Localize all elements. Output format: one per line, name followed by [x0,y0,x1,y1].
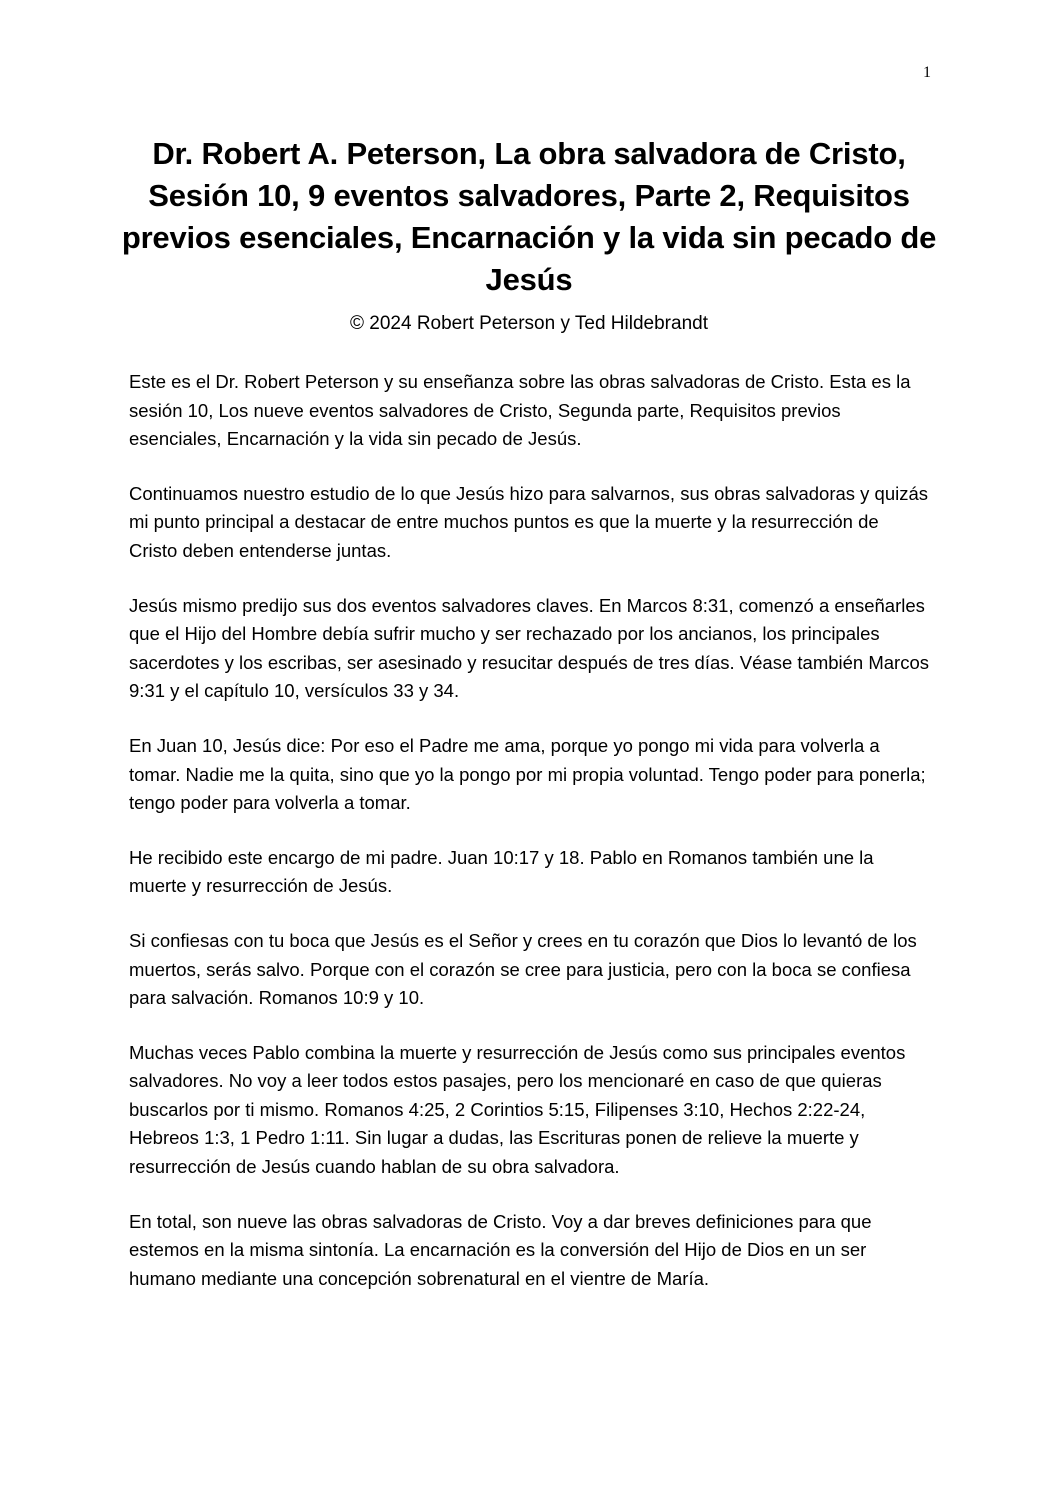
paragraph: Jesús mismo predijo sus dos eventos salvadores claves. En Marcos 8:31, comenzó a enseñarles que el Hijo del Hombre debía sufrir mucho y ser rechazado por los ancianos, los principales sacerdotes y los escribas, ser asesinado y resucitar después de tres días. Véase también Marcos 9:31 y el capítulo 10, versículos 33 y 34. [129,594,929,702]
paragraph: Este es el Dr. Robert Peterson y su enseñanza sobre las obras salvadoras de Cristo. Esta es la sesión 10, Los nueve eventos salvadores de Cristo, Segunda parte, Requisitos previos esenciales, Encarnación y la vida sin pecado de Jesús. [129,371,911,450]
paragraph: Si confiesas con tu boca que Jesús es el Señor y crees en tu corazón que Dios lo levantó de los muertos, serás salvo. Porque con el corazón se cree para justicia, pero con la boca se confiesa para salvación. Romanos 10:9 y 10. [129,929,917,1009]
paragraph: En Juan 10, Jesús dice: Por eso el Padre me ama, porque yo pongo mi vida para volverla a tomar. Nadie me la quita, sino que yo la pongo por mi propia voluntad. Tengo poder para ponerla; tengo poder para volverla a tomar. [129,734,926,814]
copyright-line: © 2024 Robert Peterson y Ted Hildebrandt [350,313,708,334]
paragraph: Muchas veces Pablo combina la muerte y resurrección de Jesús como sus principales eventos salvadores. No voy a leer todos estos pasajes, pero los mencionaré en caso de que quieras buscarlos por ti mismo. Romanos 4:25, 2 Corintios 5:15, Filipenses 3:10, Hechos 2:22-24, Hebreos 1:3, 1 Pedro 1:11. Sin lugar a dudas, las Escrituras ponen de relieve la muerte y resurrección de Jesús cuando hablan de su obra salvadora. [129,1041,906,1178]
paragraph: En total, son nueve las obras salvadoras de Cristo. Voy a dar breves definiciones para que estemos en la misma sintonía. La encarnación es la conversión del Hijo de Dios en un ser humano mediante una concepción sobrenatural en el vientre de María. [129,1210,872,1289]
document-title: Dr. Robert A. Peterson, La obra salvadora de Cristo, Sesión 10, 9 eventos salvadores, Parte 2, Requisitos previos esenciales, Encarnación y la vida sin pecado de Jesús [121,136,937,297]
paragraph: Continuamos nuestro estudio de lo que Jesús hizo para salvarnos, sus obras salvadoras y quizás mi punto principal a destacar de entre muchos puntos es que la muerte y la resurrección de Cristo deben entenderse juntas. [129,482,929,561]
page-number: 1 [923,64,931,81]
paragraph: He recibido este encargo de mi padre. Juan 10:17 y 18. Pablo en Romanos también une la muerte y resurrección de Jesús. [129,846,874,897]
document-body [129,368,929,1319]
